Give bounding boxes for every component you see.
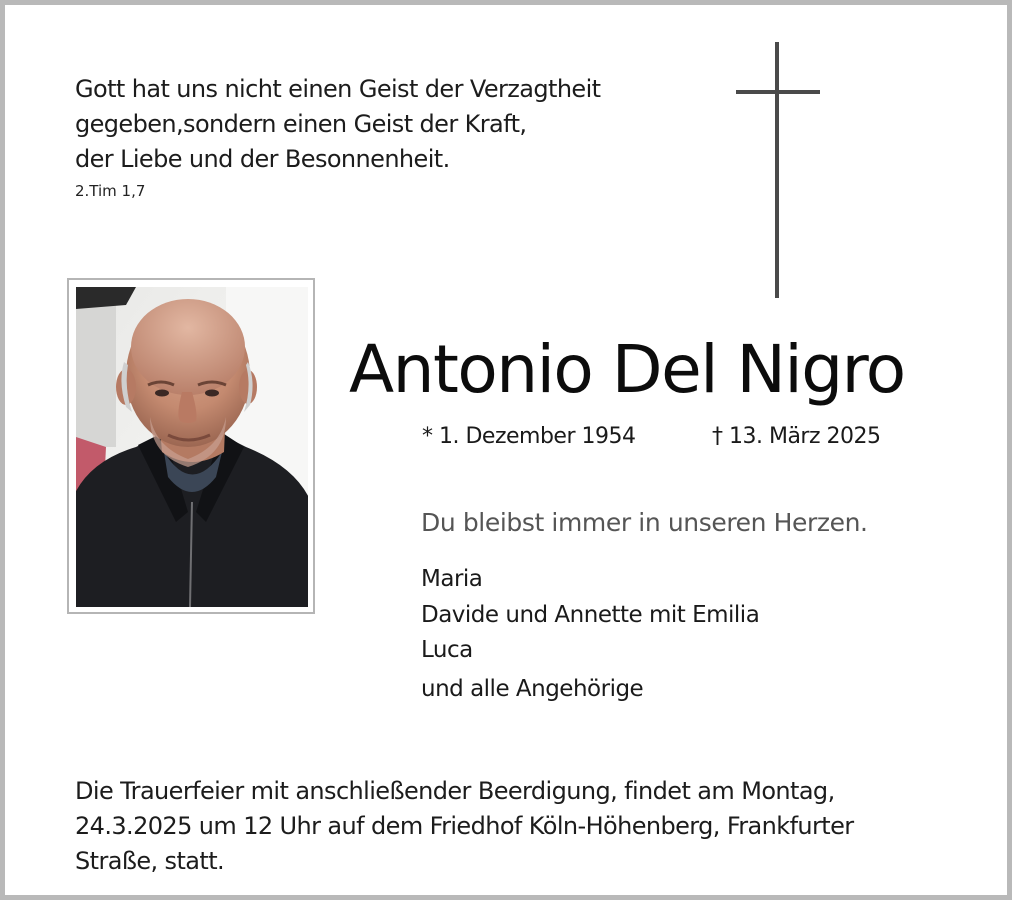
cross-vertical-bar — [775, 42, 779, 298]
notice-line: 24.3.2025 um 12 Uhr auf dem Friedhof Köln-Höhenberg, Frankfurter — [75, 812, 854, 840]
death-date: † 13. März 2025 — [712, 424, 881, 449]
mourners-list — [421, 562, 759, 669]
portrait-photo — [76, 287, 308, 607]
deceased-name: Antonio Del Nigro — [349, 331, 905, 408]
portrait-illustration — [76, 287, 308, 607]
funeral-notice — [75, 774, 854, 879]
relatives-line: und alle Angehörige — [421, 676, 644, 702]
birth-date: * 1. Dezember 1954 — [422, 424, 636, 449]
mourner-name: Davide und Annette mit Emilia — [421, 601, 760, 628]
cross-horizontal-bar — [736, 90, 820, 94]
verse-line: der Liebe und der Besonnenheit. — [75, 145, 450, 173]
mourner-name: Maria — [421, 566, 483, 592]
notice-line: Straße, statt. — [75, 847, 225, 875]
notice-line: Die Trauerfeier mit anschließender Beerdigung, findet am Montag, — [75, 777, 835, 805]
verse-line: gegeben,sondern einen Geist der Kraft, — [75, 110, 527, 138]
mourner-name: Luca — [421, 637, 473, 663]
verse-reference: 2.Tim 1,7 — [75, 182, 146, 200]
bible-verse — [75, 72, 600, 177]
portrait-frame — [67, 278, 315, 614]
memorial-message: Du bleibst immer in unseren Herzen. — [421, 508, 868, 537]
verse-line: Gott hat uns nicht einen Geist der Verzagtheit — [75, 75, 601, 103]
